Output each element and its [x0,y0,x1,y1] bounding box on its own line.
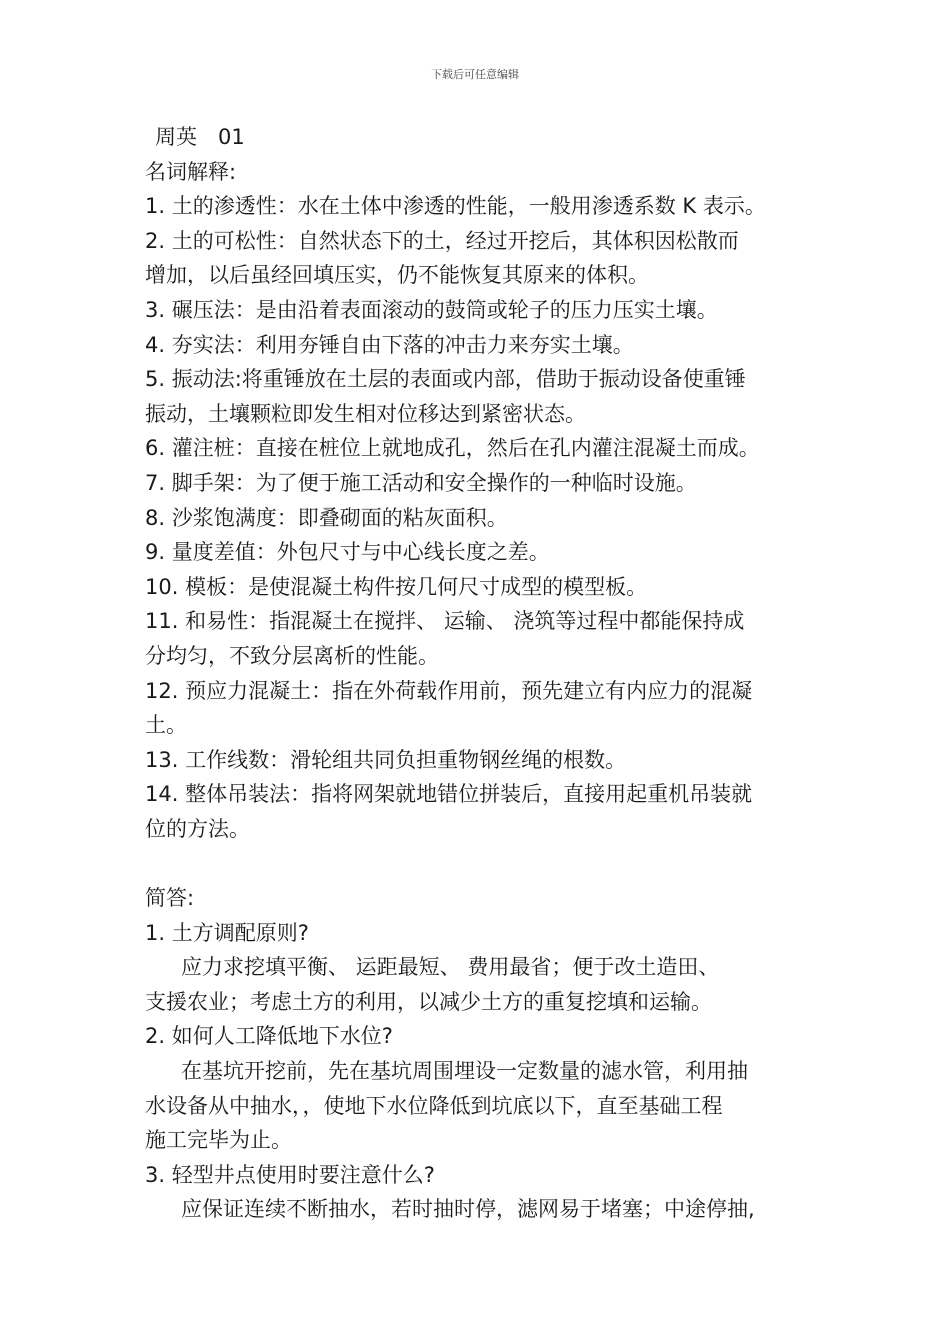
answer-line: 水设备从中抽水，，使地下水位降低到坑底以下，直至基础工程 [145,1093,723,1118]
definition-line: 土。 [145,713,187,738]
question-line: 1. 土方调配原则? [145,920,309,945]
definition-line: 振动，土壤颗粒即发生相对位移达到紧密状态。 [145,401,586,426]
definition-line: 4. 夯实法：利用夯锤自由下落的冲击力来夯实土壤。 [145,332,634,357]
question-line: 2. 如何人工降低地下水位? [145,1024,393,1049]
answer-line: 支援农业；考虑土方的利用，以减少土方的重复挖填和运输。 [145,989,712,1014]
paragraph-gap [145,846,825,881]
definition-line: 增加，以后虽经回填压实，仍不能恢复其原来的体积。 [145,263,649,288]
section-heading-definitions: 名词解释: [145,159,237,184]
definition-line: 2. 土的可松性：自然状态下的土，经过开挖后，其体积因松散而 [145,228,739,253]
definition-line: 12. 预应力混凝土：指在外荷载作用前，预先建立有内应力的混凝 [145,678,753,703]
definition-line: 14. 整体吊装法：指将网架就地错位拼装后，直接用起重机吊装就 [145,782,753,807]
answer-line: 应力求挖填平衡、 运距最短、 费用最省；便于改土造田、 [181,955,720,980]
answer-line: 施工完毕为止。 [145,1128,292,1153]
document-title: 周英 01 [155,125,245,149]
definition-line: 位的方法。 [145,816,250,841]
definition-line: 7. 脚手架：为了便于施工活动和安全操作的一种临时设施。 [145,470,697,495]
definition-line: 11. 和易性：指混凝土在搅拌、 运输、 浇筑等过程中都能保持成 [145,609,745,634]
definition-line: 6. 灌注桩：直接在桩位上就地成孔，然后在孔内灌注混凝土而成。 [145,436,760,461]
section-heading-short-answer: 简答: [145,886,195,911]
definition-line: 9. 量度差值：外包尺寸与中心线长度之差。 [145,540,550,565]
definition-line: 1. 土的渗透性：水在土体中渗透的性能，一般用渗透系数 K 表示。 [145,194,766,219]
definition-line: 10. 模板：是使混凝土构件按几何尺寸成型的模型板。 [145,574,648,599]
definition-line: 5. 振动法:将重锤放在土层的表面或内部，借助于振动设备使重锤 [145,367,746,392]
definition-line: 3. 碾压法：是由沿着表面滚动的鼓筒或轮子的压力压实土壤。 [145,297,718,322]
document-body [145,120,825,1227]
definition-line: 8. 沙浆饱满度：即叠砌面的粘灰面积。 [145,505,508,530]
definition-line: 分均匀，不致分层离析的性能。 [145,643,439,668]
question-line: 3. 轻型井点使用时要注意什么? [145,1162,435,1187]
header-note: 下载后可任意编辑 [431,68,519,81]
definition-line: 13. 工作线数：滑轮组共同负担重物钢丝绳的根数。 [145,747,627,772]
answer-line: 在基坑开挖前，先在基坑周围埋设一定数量的滤水管，利用抽 [181,1059,748,1084]
answer-line: 应保证连续不断抽水，若时抽时停，滤网易于堵塞；中途停抽, [181,1197,755,1222]
